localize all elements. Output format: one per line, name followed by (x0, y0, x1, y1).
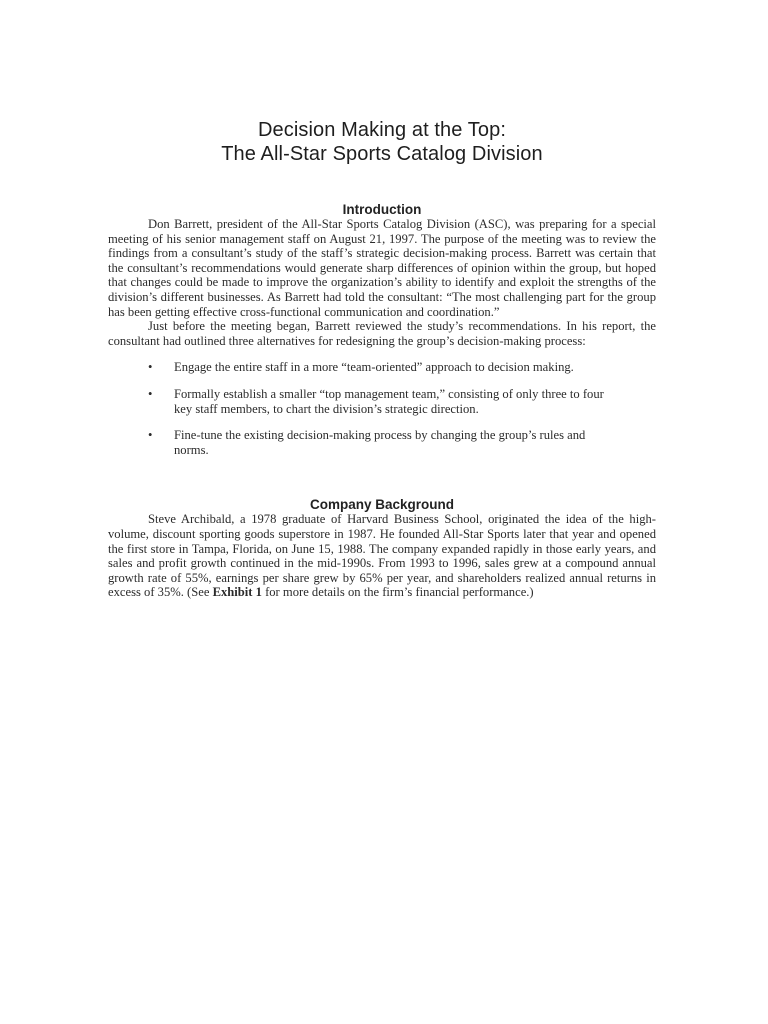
list-item-text: Fine-tune the existing decision-making process by changing the group’s rules and norms. (174, 428, 586, 457)
background-paragraph (108, 512, 656, 600)
company-background-heading: Company Background (309, 497, 455, 513)
list-item-text: Formally establish a smaller “top management team,” consisting of only three to four key staff members, to chart the division’s strategic direction. (174, 386, 604, 416)
bullet-icon: • (148, 386, 153, 401)
intro-paragraph-1: Don Barrett, president of the All-Star Sports Catalog Division (ASC), was preparing for a special meeting of his senior management staff on August 21, 1997. The purpose of the meeting was to review the findings from a consultant’s study of the staff’s strategic decision-making process. Barrett was certain that the consultant’s recommendations would generate sharp differences of opinion within the group, but hoped that changes could be made to improve the organization’s ability to identify and exploit the strengths of the division’s different businesses. As Barrett had told the consultant: “The most challenging part for the group has been getting effective cross-functional communication and coordination.” (108, 217, 656, 319)
list-item (148, 428, 618, 457)
document-page (108, 118, 656, 600)
alternatives-list (148, 360, 618, 457)
introduction-heading: Introduction (342, 202, 422, 217)
intro-paragraph-2: Just before the meeting began, Barrett reviewed the study’s recommendations. In his report, the consultant had outlined three alternatives for redesigning the group’s decision-making process: (108, 319, 656, 348)
bullet-icon: • (148, 360, 153, 375)
list-item (148, 387, 618, 416)
list-item-text: Engage the entire staff in a more “team-oriented” approach to decision making. (174, 360, 574, 375)
background-text-start: Steve Archibald, a 1978 graduate of Harvard Business School, originated the idea of the high-volume, discount sporting goods superstore in 1987. He founded All-Star Sports later that year and opened the first store in Tampa, Florida, on June 15, 1988. The company expanded rapidly in those early years, and sales and profit growth continued in the mid-1990s. From 1993 to 1996, sales grew at a compound annual growth rate of 55%, earnings per share grew by 65% per year, and shareholders realized annual returns in excess of 35%. (See (108, 512, 656, 600)
exhibit-reference: Exhibit 1 (212, 585, 262, 600)
document-title (108, 118, 656, 166)
list-item (148, 360, 618, 375)
bullet-icon: • (148, 428, 153, 443)
title-line-2: The All-Star Sports Catalog Division (221, 143, 543, 165)
background-text-end: for more details on the firm’s financial performance.) (261, 585, 534, 600)
title-line-1: Decision Making at the Top: (257, 119, 507, 141)
